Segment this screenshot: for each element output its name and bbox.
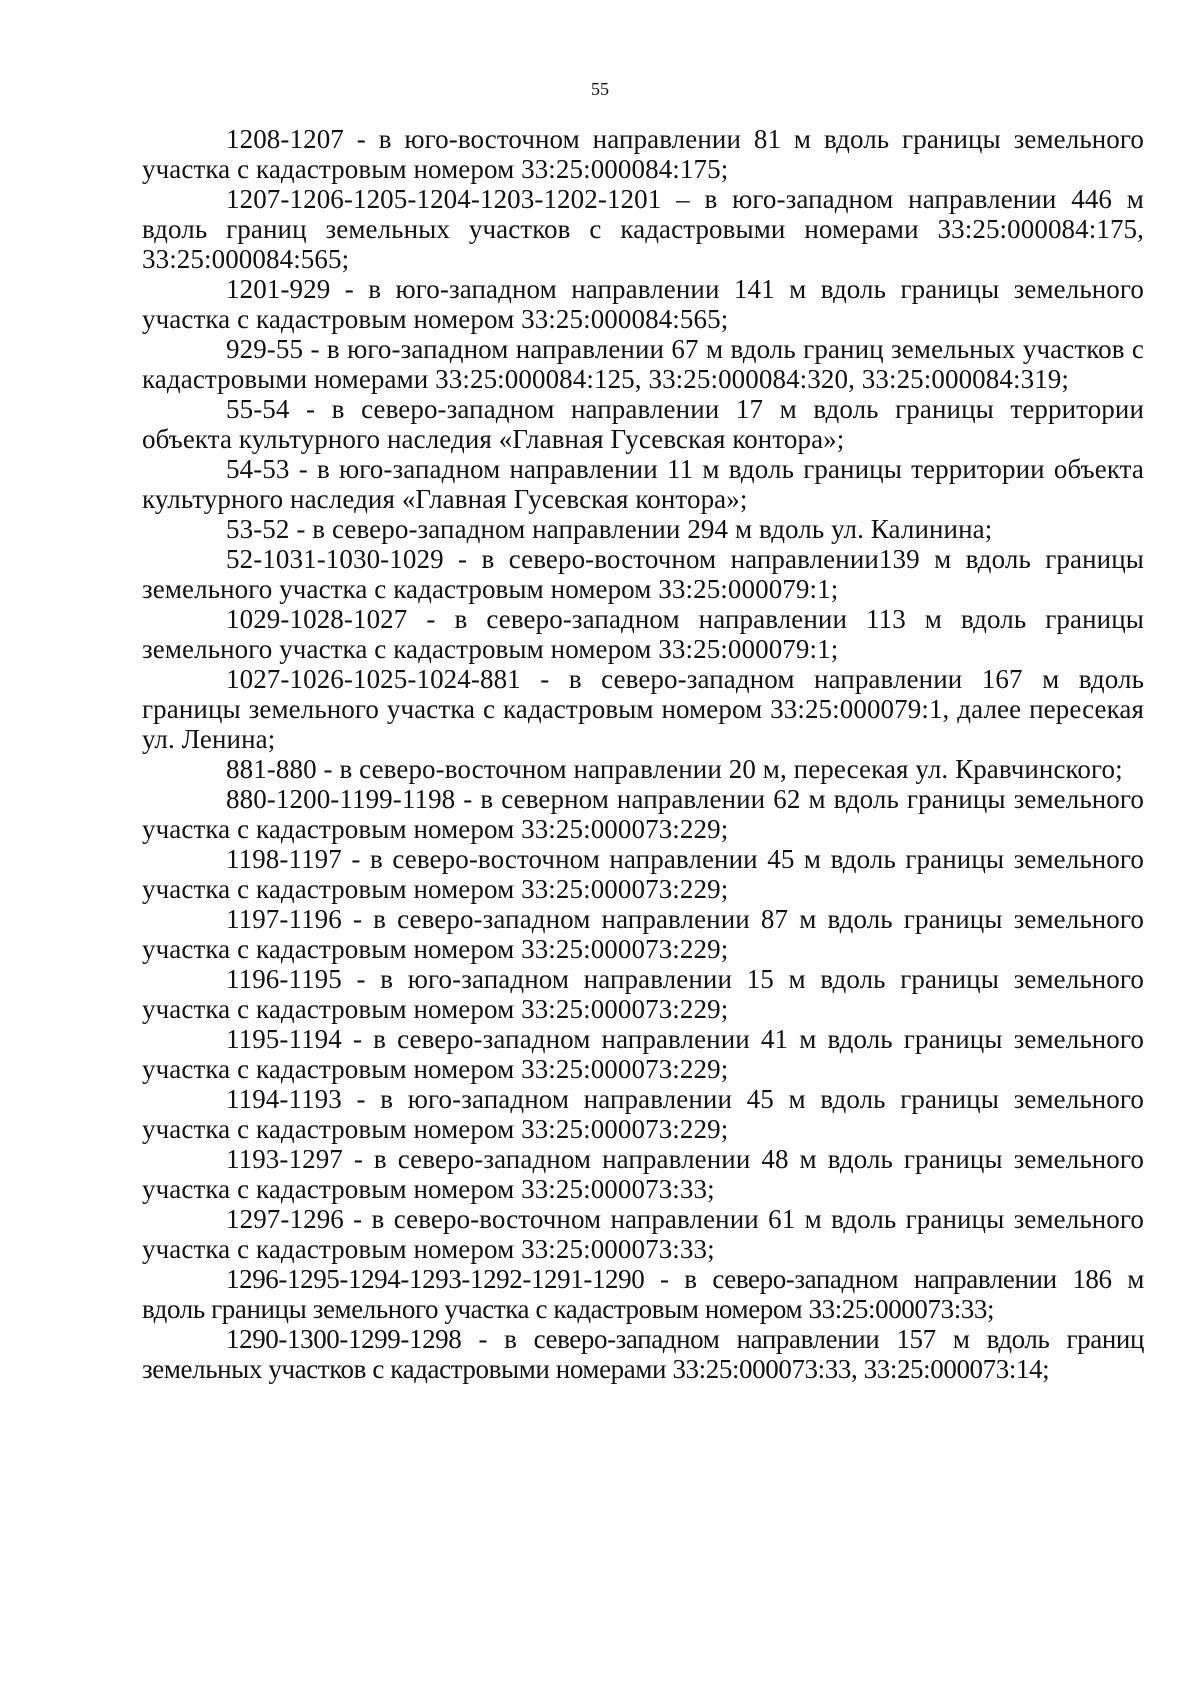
boundary-segment-1208-1207: 1208-1207 - в юго-восточном направлении 81 м вдоль границы земельного участка с кадастровым номером 33:25:000084:175; <box>142 124 1144 184</box>
boundary-segment-52-1029: 52-1031-1030-1029 - в северо-восточном направлении139 м вдоль границы земельного участка с кадастровым номером 33:25:000079:1; <box>142 544 1144 604</box>
boundary-segment-1297-1296: 1297-1296 - в северо-восточном направлении 61 м вдоль границы земельного участка с кадастровым номером 33:25:000073:33; <box>142 1204 1144 1264</box>
boundary-segment-880-1198: 880-1200-1199-1198 - в северном направлении 62 м вдоль границы земельного участка с кадастровым номером 33:25:000073:229; <box>142 784 1144 844</box>
boundary-segment-53-52: 53-52 - в северо-западном направлении 294 м вдоль ул. Калинина; <box>226 514 993 544</box>
boundary-segment-1196-1195: 1196-1195 - в юго-западном направлении 15 м вдоль границы земельного участка с кадастровым номером 33:25:000073:229; <box>142 964 1144 1024</box>
boundary-segment-1290-1298: 1290-1300-1299-1298 - в северо-западном направлении 157 м вдоль границ земельных участков с кадастровыми номерами 33:25:000073:33, 33:25:000073:14; <box>142 1324 1144 1384</box>
boundary-segment-1207-1201: 1207-1206-1205-1204-1203-1202-1201 – в юго-западном направлении 446 м вдоль границ земельных участков с кадастровыми номерами 33:25:000084:175, 33:25:000084:565; <box>142 184 1144 274</box>
boundary-segment-1029-1027: 1029-1028-1027 - в северо-западном направлении 113 м вдоль границы земельного участка с кадастровым номером 33:25:000079:1; <box>142 604 1144 664</box>
boundary-segment-1027-881: 1027-1026-1025-1024-881 - в северо-западном направлении 167 м вдоль границы земельного участка с кадастровым номером 33:25:000079:1, далее пересекая ул. Ленина; <box>142 664 1144 754</box>
boundary-segment-1201-929: 1201-929 - в юго-западном направлении 141 м вдоль границы земельного участка с кадастровым номером 33:25:000084:565; <box>142 274 1144 334</box>
boundary-segment-1195-1194: 1195-1194 - в северо-западном направлении 41 м вдоль границы земельного участка с кадастровым номером 33:25:000073:229; <box>142 1024 1144 1084</box>
page-number: 55 <box>591 79 609 99</box>
boundary-segment-54-53: 54-53 - в юго-западном направлении 11 м вдоль границы территории объекта культурного наследия «Главная Гусевская контора»; <box>142 454 1144 514</box>
document-body <box>142 124 1144 1384</box>
boundary-segment-1194-1193: 1194-1193 - в юго-западном направлении 45 м вдоль границы земельного участка с кадастровым номером 33:25:000073:229; <box>142 1084 1144 1144</box>
boundary-segment-929-55: 929-55 - в юго-западном направлении 67 м вдоль границ земельных участков с кадастровыми номерами 33:25:000084:125, 33:25:000084:320, 33:25:000084:319; <box>142 334 1144 394</box>
boundary-segment-55-54: 55-54 - в северо-западном направлении 17 м вдоль границы территории объекта культурного наследия «Главная Гусевская контора»; <box>142 394 1144 454</box>
boundary-segment-1197-1196: 1197-1196 - в северо-западном направлении 87 м вдоль границы земельного участка с кадастровым номером 33:25:000073:229; <box>142 904 1144 964</box>
boundary-segment-1193-1297: 1193-1297 - в северо-западном направлении 48 м вдоль границы земельного участка с кадастровым номером 33:25:000073:33; <box>142 1144 1144 1204</box>
boundary-segment-881-880: 881-880 - в северо-восточном направлении 20 м, пересекая ул. Кравчинского; <box>226 754 1123 784</box>
boundary-segment-1296-1290: 1296-1295-1294-1293-1292-1291-1290 - в северо-западном направлении 186 м вдоль границы земельного участка с кадастровым номером 33:25:000073:33; <box>142 1264 1144 1324</box>
boundary-segment-1198-1197: 1198-1197 - в северо-восточном направлении 45 м вдоль границы земельного участка с кадастровым номером 33:25:000073:229; <box>142 844 1144 904</box>
